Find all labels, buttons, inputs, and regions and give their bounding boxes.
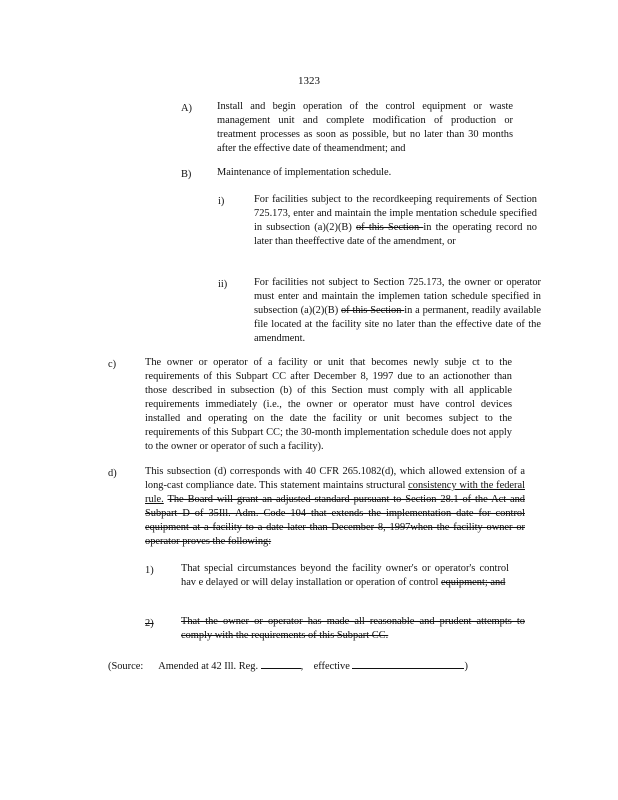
item-d-2-label: 2) (145, 618, 154, 629)
source-prefix: (Source: (108, 661, 144, 672)
item-d-label: d) (108, 468, 117, 479)
source-comma: , (300, 661, 304, 672)
item-d-underline: consistency with the federal rule. (145, 480, 525, 505)
item-b-label: B) (181, 169, 192, 180)
item-b-i-text-part1: For facilities subject to the recordkeeping requirements of Section 725.173, enter and maintain the imple mentation schedule specified in subsection (a)(2)(B) (254, 194, 537, 233)
source-effective: effective (313, 661, 350, 672)
item-b-i-text-part2: in the operating record no later than theeffective date of the amendment, or (254, 222, 537, 247)
source-close: ) (464, 661, 468, 672)
item-b-i-label: i) (218, 196, 225, 207)
item-b-i-text (254, 193, 537, 249)
item-a-label: A) (181, 103, 192, 114)
item-c-text: The owner or operator of a facility or unit that becomes newly subje ct to the requirements of this Subpart CC after December 8, 1997 due to an actionother than those described in subsection (b) of this Section must comply with all applicable requirements immediately (i.e., the owner or operator must have control devices installed and operating on the date the facility or unit becomes subject to the requirements of this Subpart CC; the 30-month implementation schedule does not apply to the owner or operator of such a facility). (145, 357, 512, 452)
source-note (108, 658, 508, 672)
item-b-text: Maintenance of implementation schedule. (217, 167, 392, 178)
effective-blank (352, 658, 464, 669)
item-b-ii-label: ii) (218, 279, 228, 290)
reg-blank (261, 658, 301, 669)
item-b-i-strike: of this Section (355, 222, 424, 233)
item-d-strike: The Board will grant an adjusted standard pursuant to Section 28.1 of the Act and Subpart D of 35Ill. Adm. Code 104 that extends the implementation date for control equipment at a facility to a date later than December 8, 1997when the facility owner or operator proves the following: (145, 494, 525, 547)
item-d-2-text (181, 615, 525, 643)
item-d-1-label: 1) (145, 565, 154, 576)
item-d-2-strike: That the owner or operator has made all reasonable and prudent attempts to comply with the requirements of this Subpart CC. (181, 616, 525, 641)
item-d-1-text (181, 562, 509, 590)
item-a-text: Install and begin operation of the control equipment or waste management unit and complete modification of production or treatment processes as soon as possible, but no later than 30 months after the effective date of theamendment; and (217, 101, 513, 154)
item-b-ii-text-part1: For facilities not subject to Section 725.173, the owner or operator must enter and maintain the implemen tation schedule specified in subsection (a)(2)(B) (254, 277, 541, 316)
item-b-ii-strike: of this Section (340, 305, 405, 316)
item-d-text-part1: This subsection (d) corresponds with 40 CFR 265.1082(d), which allowed extension of a long-cast compliance date. This statement maintains structural (145, 466, 525, 491)
item-d-text (145, 465, 525, 549)
item-d-1-text-part: That special circumstances beyond the facility owner's or operator's control hav e delayed or will delay installation or operation of control (181, 563, 509, 588)
item-b-ii-text (254, 276, 541, 346)
page-number: 1323 (298, 75, 320, 87)
item-c-label: c) (108, 359, 117, 370)
item-d-1-strike: equipment; and (440, 577, 506, 588)
source-amended: Amended at 42 Ill. Reg. (158, 661, 259, 672)
item-b-ii-text-part2: in a permanent, readily available file located at the facility site no later than the effective date of the amendment. (254, 305, 541, 344)
